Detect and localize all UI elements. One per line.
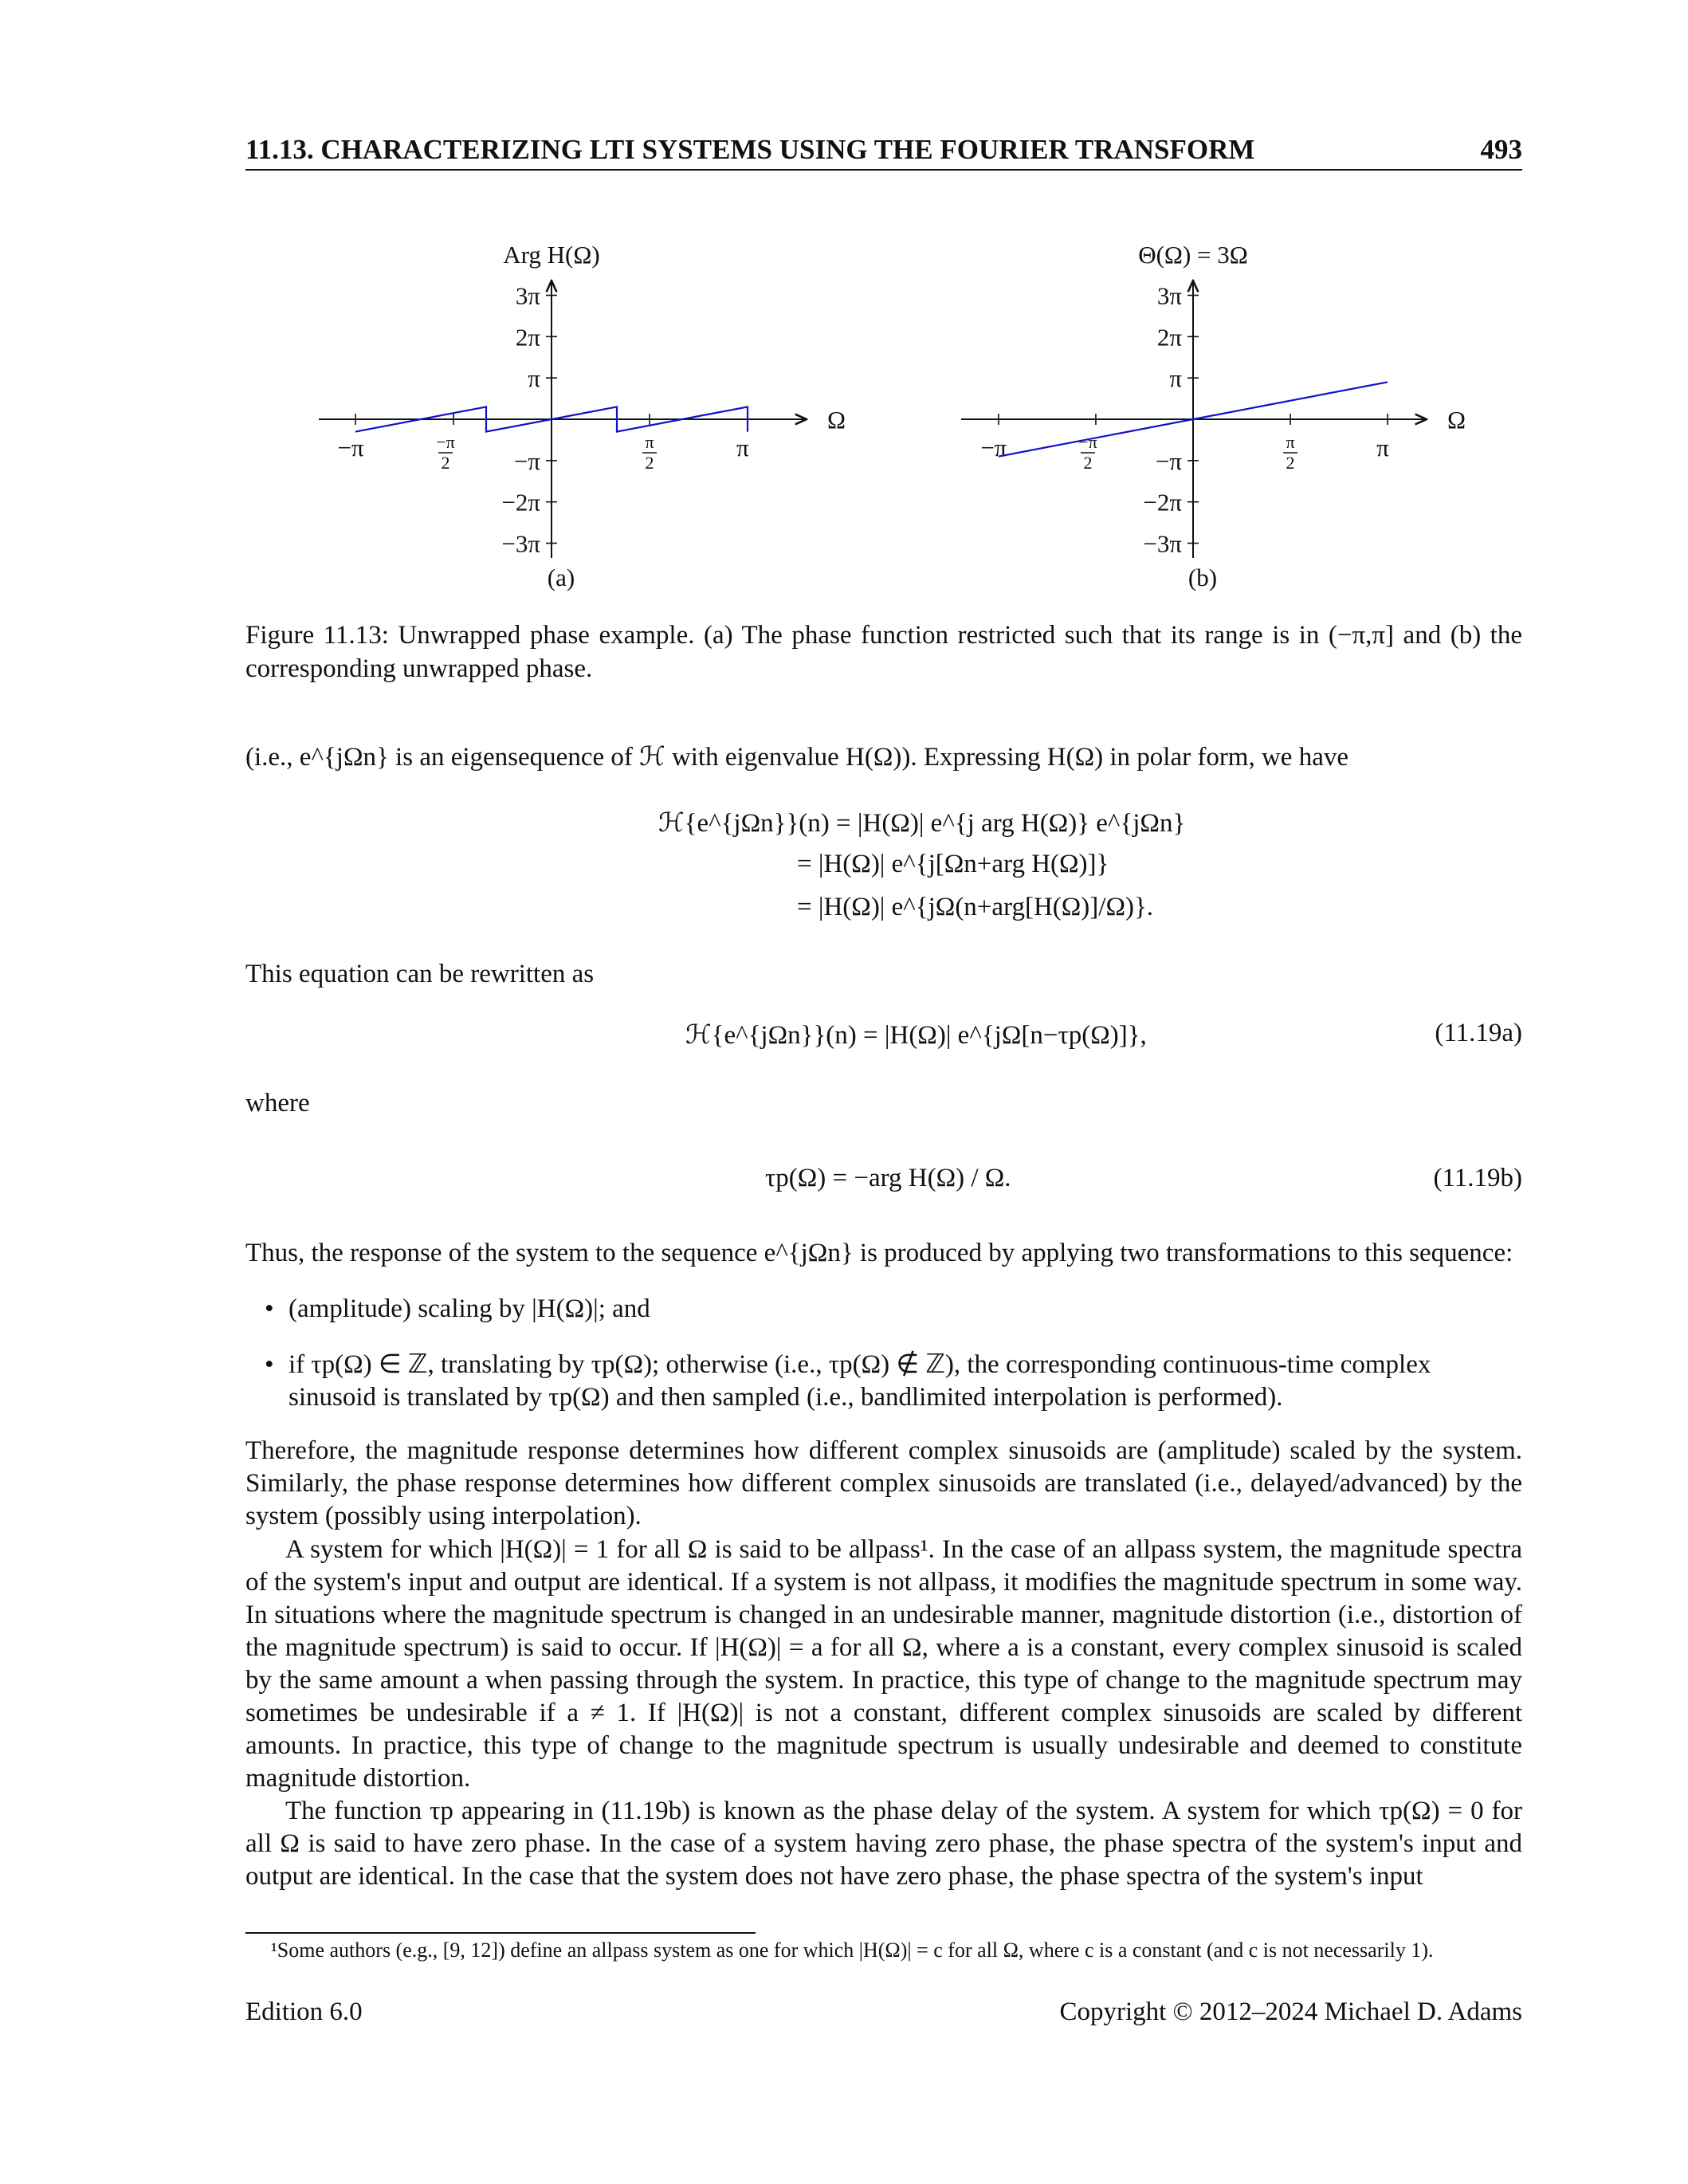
equation-line-2: = |H(Ω)| e^{j[Ωn+arg H(Ω)]} xyxy=(797,850,1109,878)
y-tick-label: −2π xyxy=(501,488,540,517)
y-tick-label: 3π xyxy=(515,281,540,310)
x-tick-label-numerator: −π xyxy=(436,432,455,452)
bullet-item-1: • (amplitude) scaling by |H(Ω)|; and xyxy=(289,1293,1522,1326)
edition-label: Edition 6.0 xyxy=(245,1997,363,2026)
y-tick-label: π xyxy=(1169,364,1182,393)
plot-b xyxy=(961,241,1466,591)
plot-a xyxy=(319,241,846,591)
y-tick-label: −π xyxy=(1155,446,1182,475)
paragraph-2: This equation can be rewritten as xyxy=(245,960,595,988)
chart-title: Arg H(Ω) xyxy=(503,241,600,269)
y-tick-label: −π xyxy=(513,446,540,475)
bullet-item-2: • if τp(Ω) ∈ ℤ, translating by τp(Ω); otherwise (i.e., τp(Ω) ∉ ℤ), the corresponding continuous-time complex sinusoid is translated by τp(Ω) and then sampled (i.e., bandlimited interpolation is performed). xyxy=(289,1349,1522,1414)
equation-11-19b: τp(Ω) = −arg H(Ω) / Ω. xyxy=(765,1164,1011,1192)
copyright-label: Copyright © 2012–2024 Michael D. Adams xyxy=(1059,1997,1522,2026)
x-tick-label-denominator: 2 xyxy=(645,453,654,473)
equation-line-1: ℋ{e^{jΩn}}(n) = |H(Ω)| e^{j arg H(Ω)} e^{jΩn} xyxy=(658,809,1186,838)
y-tick-label: −3π xyxy=(501,529,540,558)
panel-label: (b) xyxy=(1187,564,1218,591)
equation-11-19a: ℋ{e^{jΩn}}(n) = |H(Ω)| e^{jΩ[n−τp(Ω)]}, xyxy=(685,1021,1147,1050)
equation-number-11-19a: (11.19a) xyxy=(1435,1019,1522,1047)
x-tick-label-numerator: π xyxy=(1286,432,1295,452)
y-tick-label: 3π xyxy=(1156,281,1182,310)
paragraph-6: A system for which |H(Ω)| = 1 for all Ω is said to be allpass¹. In the case of an allpass system, the magnitude spectra of the system's input and output are identical. If a system is not allpass, it modifies the magnitude spectrum in some way. In situations where the magnitude spectrum is changed in an undesirable manner, magnitude distortion (i.e., distortion of the magnitude spectrum) is said to occur. If |H(Ω)| = a for all Ω, where a is a constant, every complex sinusoid is scaled by the same amount a when passing through the system. In practice, this type of change to the magnitude spectrum may sometimes be undesirable if a ≠ 1. If |H(Ω)| is not a constant, different complex sinusoids are scaled by different amounts. In practice, this type of change to the magnitude spectrum is usually undesirable and deemed to constitute magnitude distortion. xyxy=(245,1535,1522,1793)
x-tick-label-numerator: π xyxy=(645,432,654,452)
page-footer xyxy=(245,1997,1522,2027)
x-tick-label: −π xyxy=(337,434,364,462)
equation-line-3: = |H(Ω)| e^{jΩ(n+arg[H(Ω)]/Ω)}. xyxy=(797,893,1154,921)
paragraph-5: Therefore, the magnitude response determines how different complex sinusoids are (amplitude) scaled by the system. Similarly, the phase response determines how different complex sinusoids are translated (i.e., delayed/advanced) by the system (possibly using interpolation). xyxy=(245,1436,1522,1530)
figure-caption: Figure 11.13: Unwrapped phase example. (a) The phase function restricted such that its range is in (−π,π] and (b) the corresponding unwrapped phase. xyxy=(245,621,1522,683)
x-tick-label: π xyxy=(736,434,749,462)
y-tick-label: π xyxy=(528,364,540,393)
equation-number-11-19b: (11.19b) xyxy=(1433,1164,1522,1192)
y-tick-label: −3π xyxy=(1143,529,1182,558)
footnote-rule xyxy=(245,1932,756,1934)
paragraph-4: Thus, the response of the system to the sequence e^{jΩn} is produced by applying two transformations to this sequence: xyxy=(245,1239,1513,1267)
y-tick-label: 2π xyxy=(515,323,540,352)
x-tick-label: π xyxy=(1376,434,1389,462)
figure-11-13 xyxy=(0,0,1688,630)
x-tick-label-numerator: −π xyxy=(1078,432,1097,452)
y-tick-label: 2π xyxy=(1156,323,1182,352)
y-tick-label: −2π xyxy=(1143,488,1182,517)
footnote: ¹Some authors (e.g., [9, 12]) define an allpass system as one for which |H(Ω)| = c for all Ω, where c is a constant (and c is not necessarily 1). xyxy=(271,1938,1434,1962)
x-tick-label: −π xyxy=(980,434,1007,462)
x-axis-label: Ω xyxy=(827,406,846,434)
x-tick-label-denominator: 2 xyxy=(1286,453,1295,473)
paragraph-7: The function τp appearing in (11.19b) is known as the phase delay of the system. A system for which τp(Ω) = 0 for all Ω is said to have zero phase. In the case of a system having zero phase, the phase spectra of the system's input and output are identical. In the case that the system does not have zero phase, the phase spectra of the system's input xyxy=(245,1797,1522,1891)
x-tick-label-denominator: 2 xyxy=(441,453,450,473)
section-title: 11.13. CHARACTERIZING LTI SYSTEMS USING THE FOURIER TRANSFORM xyxy=(245,134,1255,165)
paragraph-1: (i.e., e^{jΩn} is an eigensequence of ℋ with eigenvalue H(Ω)). Expressing H(Ω) in polar form, we have xyxy=(245,743,1349,772)
chart-title: Θ(Ω) = 3Ω xyxy=(1138,241,1248,269)
x-axis-label: Ω xyxy=(1447,406,1466,434)
page-number: 493 xyxy=(1480,134,1522,165)
panel-label: (a) xyxy=(547,564,575,591)
x-tick-label-denominator: 2 xyxy=(1083,453,1093,473)
paragraph-3: where xyxy=(245,1089,310,1118)
